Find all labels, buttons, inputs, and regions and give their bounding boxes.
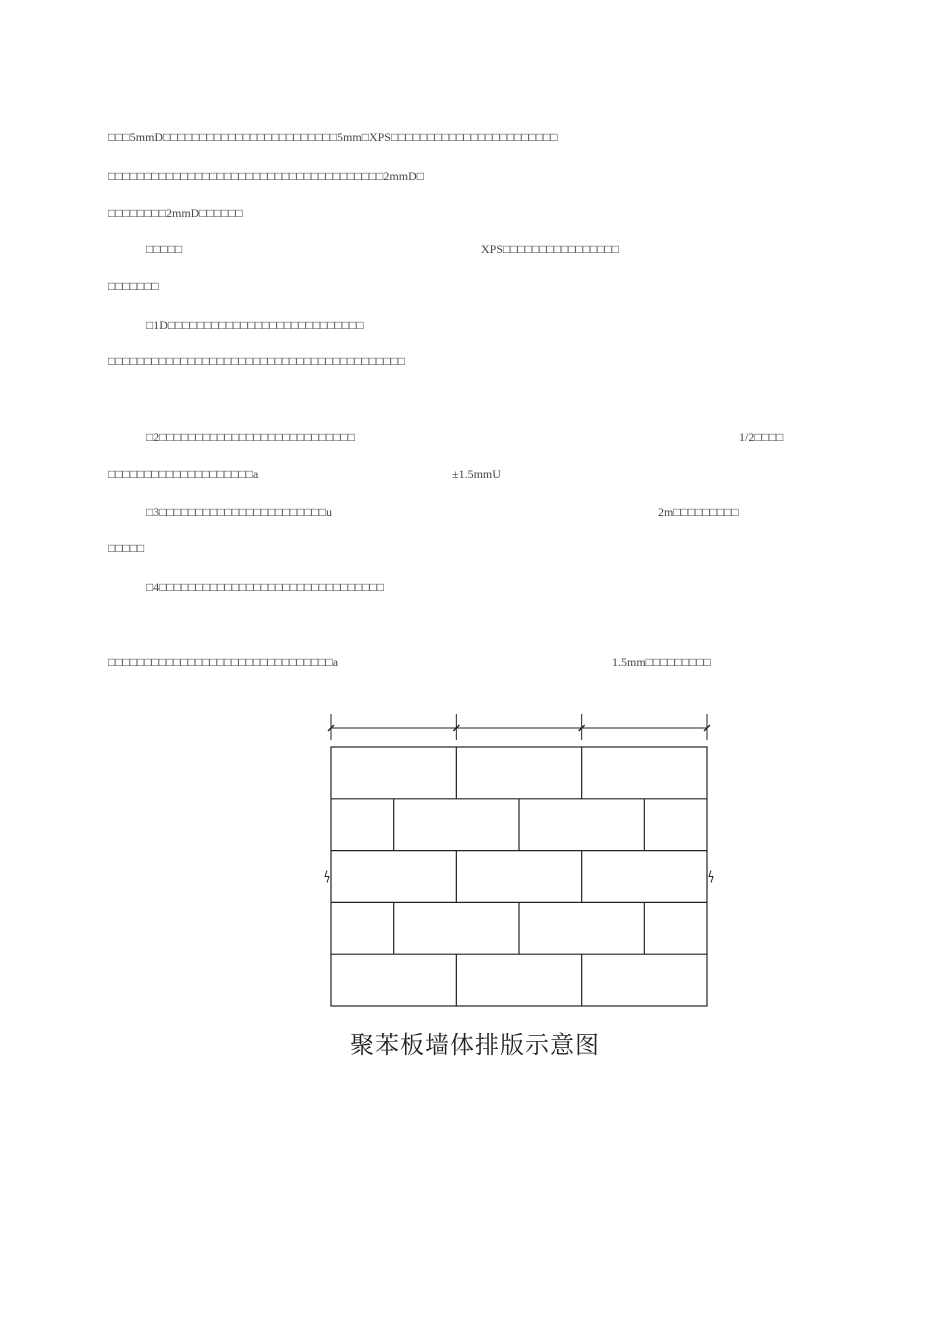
- text-line-11: □□□□□: [108, 541, 145, 555]
- break-mark-right: [709, 871, 713, 883]
- text-line-2: □□□□□□□□□□□□□□□□□□□□□□□□□□□□□□□□□□□□□□2mmD□: [108, 169, 425, 183]
- wall-outline: [331, 747, 707, 1006]
- break-mark-left: [325, 871, 329, 883]
- figure-caption: 聚苯板墙体排版示意图: [350, 1033, 600, 1059]
- text-line-13b: 1.5mm□□□□□□□□□: [612, 655, 711, 669]
- text-line-9a: □□□□□□□□□□□□□□□□□□□□a: [108, 467, 259, 481]
- board-layout-figure: [322, 708, 718, 1014]
- text-line-8a: □2□□□□□□□□□□□□□□□□□□□□□□□□□□□: [146, 430, 355, 444]
- text-line-10b: 2m□□□□□□□□□: [658, 505, 739, 519]
- text-line-4b: XPS□□□□□□□□□□□□□□□□: [481, 242, 619, 256]
- text-line-1: □□□5mmD□□□□□□□□□□□□□□□□□□□□□□□□5mm□XPS□□□□□□□□□□□□□□□□□□□□□□□: [108, 130, 558, 144]
- text-line-5: □□□□□□□: [108, 279, 159, 293]
- text-line-12: □4□□□□□□□□□□□□□□□□□□□□□□□□□□□□□□□: [146, 580, 384, 594]
- text-line-7: □□□□□□□□□□□□□□□□□□□□□□□□□□□□□□□□□□□□□□□□□: [108, 354, 406, 368]
- text-line-13a: □□□□□□□□□□□□□□□□□□□□□□□□□□□□□□□a: [108, 655, 339, 669]
- board-grid: [331, 747, 707, 1006]
- text-line-9b: ±1.5mmU: [452, 467, 501, 481]
- text-line-10a: □3□□□□□□□□□□□□□□□□□□□□□□□u: [146, 505, 332, 519]
- text-line-6: □1D□□□□□□□□□□□□□□□□□□□□□□□□□□□: [146, 318, 364, 332]
- text-line-4a: □□□□□: [146, 242, 183, 256]
- text-line-3: □□□□□□□□2mmD□□□□□□: [108, 206, 243, 220]
- text-line-8b: 1/2□□□□: [739, 430, 784, 444]
